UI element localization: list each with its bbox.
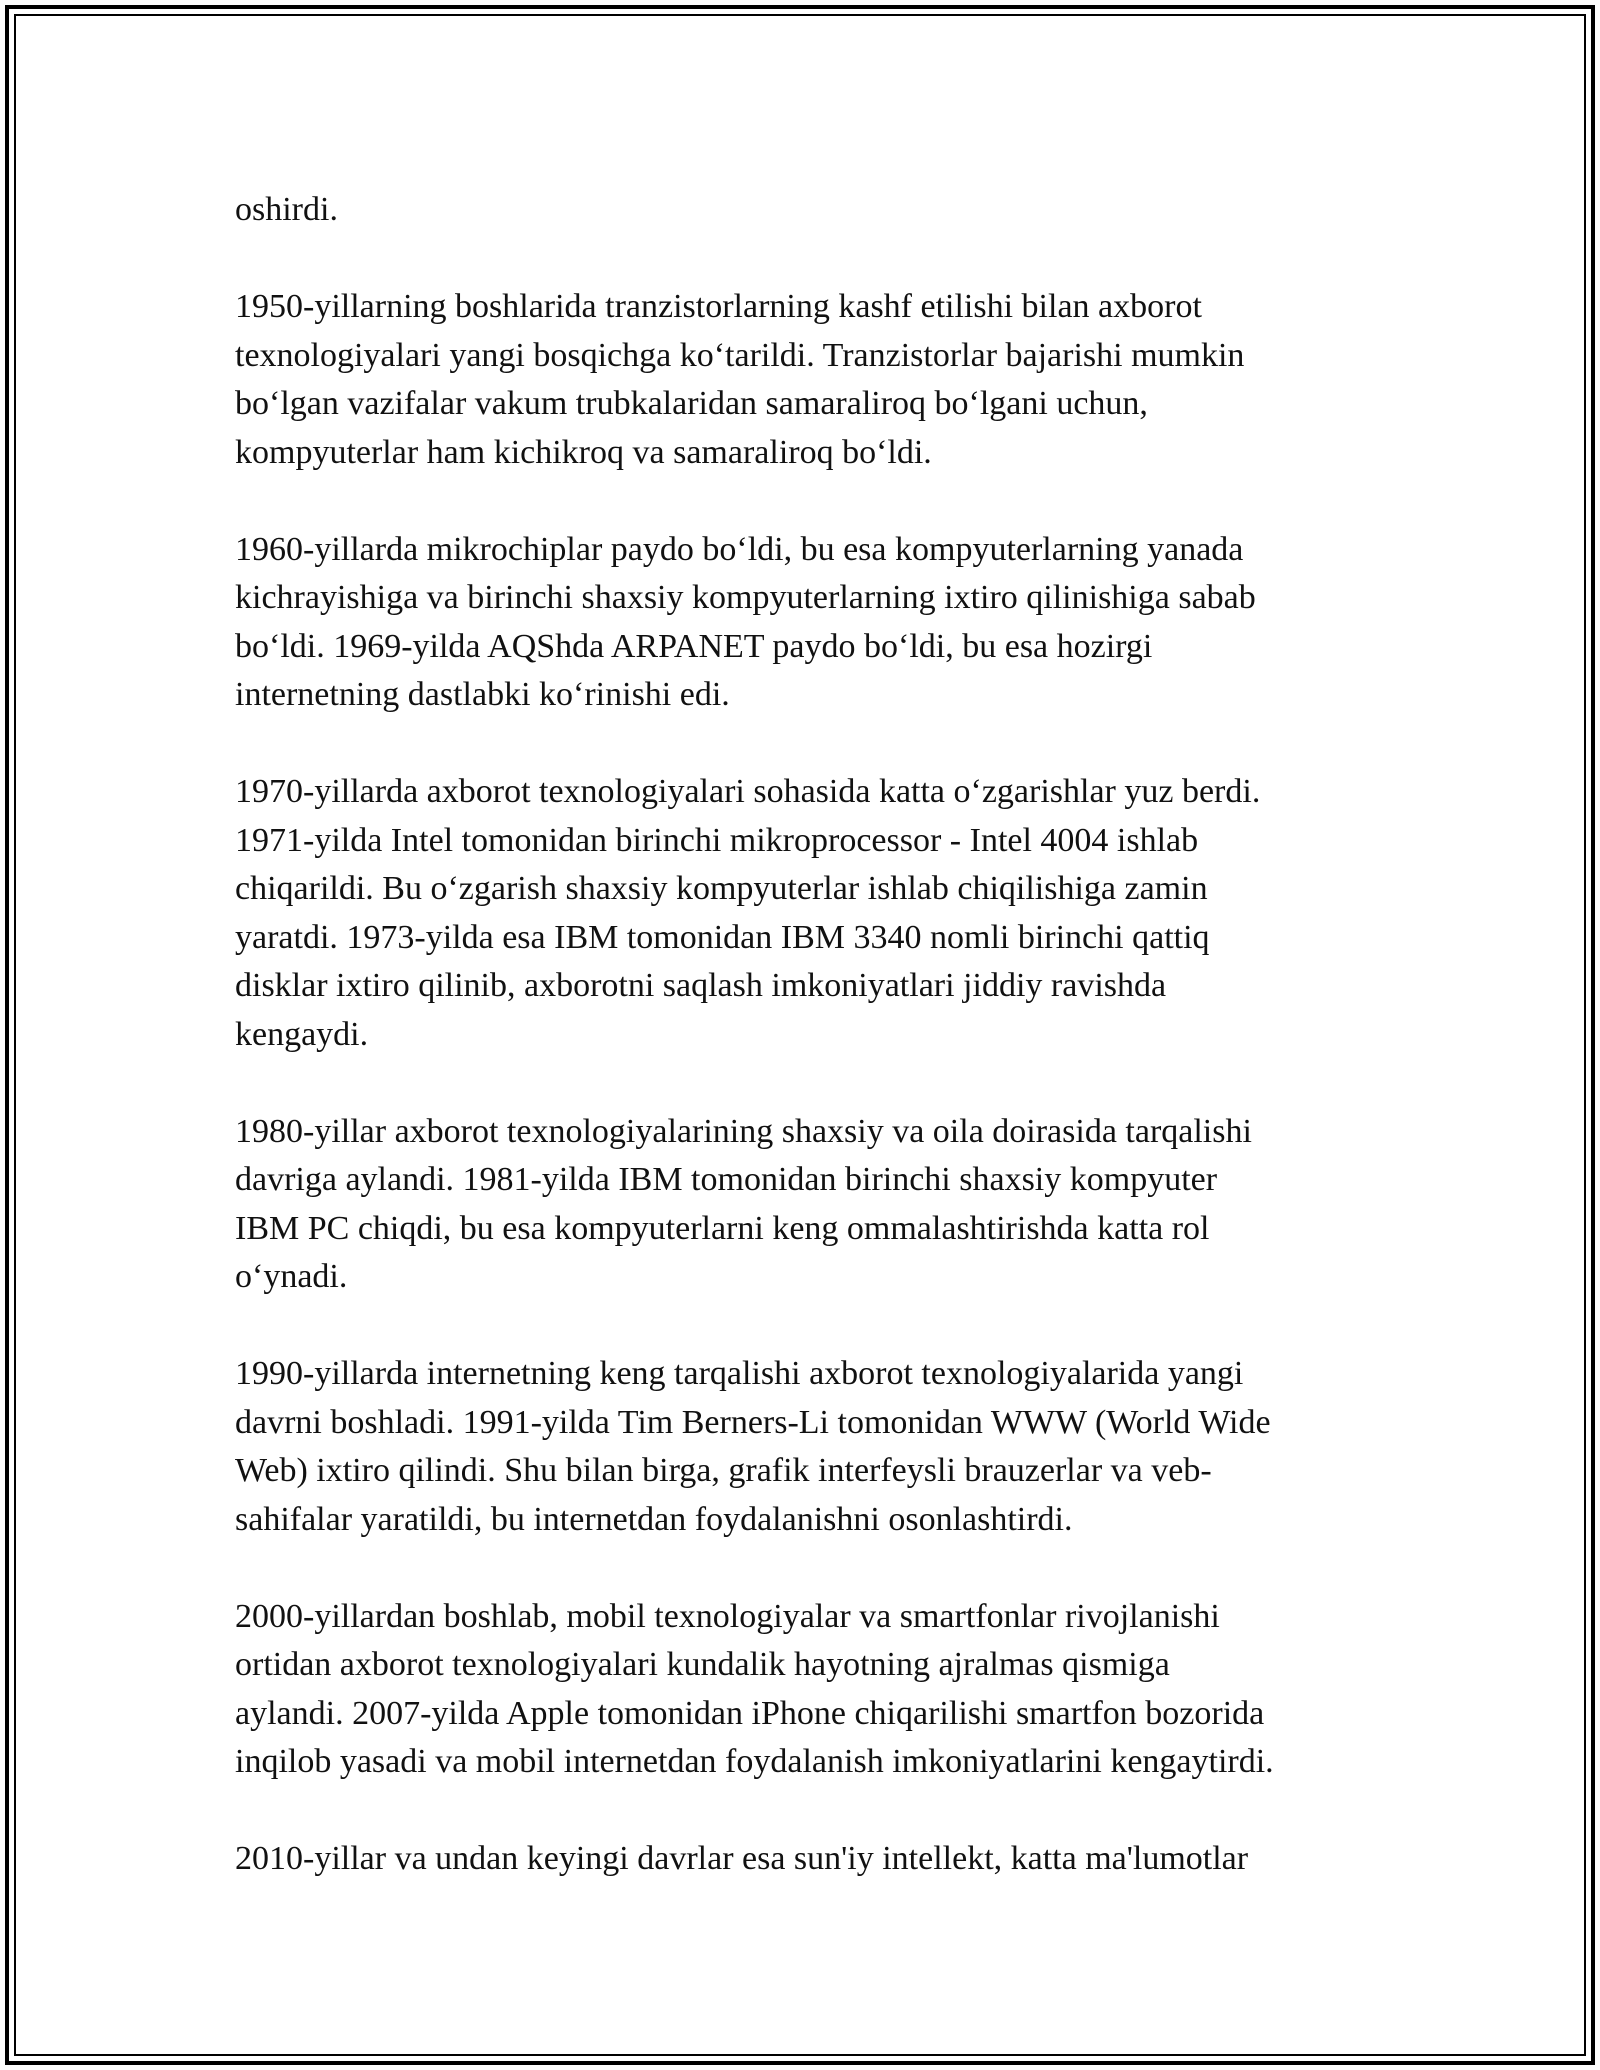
text-line: 1990-yillarda internetning keng tarqalishi axborot texnologiyalarida yangi	[235, 1355, 1244, 1392]
text-line: bo‘lgan vazifalar vakum trubkalaridan samaraliroq bo‘lgani uchun,	[235, 385, 1148, 422]
text-line: 1960-yillarda mikrochiplar paydo bo‘ldi, bu esa kompyuterlarning yanada	[235, 530, 1244, 568]
text-line: davrni boshladi. 1991-yilda Tim Berners-Li tomonidan WWW (World Wide	[235, 1403, 1271, 1441]
text-line: IBM PC chiqdi, bu esa kompyuterlarni keng ommalashtirishda katta rol	[235, 1209, 1210, 1247]
document-body	[235, 186, 1385, 1884]
text-line: Web) ixtiro qilindi. Shu bilan birga, grafik interfeysli brauzerlar va veb-	[235, 1452, 1212, 1489]
paragraph	[235, 768, 1385, 1059]
text-line: 1971-yilda Intel tomonidan birinchi mikroprocessor - Intel 4004 ishlab	[235, 821, 1199, 859]
text-line: aylandi. 2007-yilda Apple tomonidan iPhone chiqarilishi smartfon bozorida	[235, 1694, 1265, 1732]
text-line: internetning dastlabki ko‘rinishi edi.	[235, 676, 730, 713]
paragraph	[235, 186, 1385, 235]
paragraph	[235, 1350, 1385, 1544]
text-line: yaratdi. 1973-yilda esa IBM tomonidan IBM 3340 nomli birinchi qattiq	[235, 918, 1210, 956]
text-line: kompyuterlar ham kichikroq va samaraliroq bo‘ldi.	[235, 433, 932, 471]
text-line: o‘ynadi.	[235, 1258, 348, 1295]
text-line: sahifalar yaratildi, bu internetdan foydalanishni osonlashtirdi.	[235, 1500, 1073, 1538]
text-line: texnologiyalari yangi bosqichga ko‘tarildi. Tranzistorlar bajarishi mumkin	[235, 336, 1245, 374]
text-line: ortidan axborot texnologiyalari kundalik hayotning ajralmas qismiga	[235, 1646, 1170, 1683]
paragraph	[235, 526, 1385, 720]
text-line: oshirdi.	[235, 191, 338, 228]
text-line: kengaydi.	[235, 1015, 369, 1053]
paragraph	[235, 283, 1385, 477]
paragraph	[235, 1108, 1385, 1302]
text-line: 1950-yillarning boshlarida tranzistorlarning kashf etilishi bilan axborot	[235, 288, 1202, 325]
paragraph	[235, 1835, 1385, 1884]
text-line: 1970-yillarda axborot texnologiyalari sohasida katta o‘zgarishlar yuz berdi.	[235, 773, 1261, 810]
text-line: kichrayishiga va birinchi shaxsiy kompyuterlarning ixtiro qilinishiga sabab	[235, 579, 1256, 616]
text-line: chiqarildi. Bu o‘zgarish shaxsiy kompyuterlar ishlab chiqilishiga zamin	[235, 870, 1208, 907]
text-line: bo‘ldi. 1969-yilda AQShda ARPANET paydo bo‘ldi, bu esa hozirgi	[235, 627, 1153, 665]
text-line: inqilob yasadi va mobil internetdan foydalanish imkoniyatlarini kengaytirdi.	[235, 1743, 1274, 1780]
text-line: 2010-yillar va undan keyingi davrlar esa sun'iy intellekt, katta ma'lumotlar	[235, 1840, 1249, 1877]
text-line: davriga aylandi. 1981-yilda IBM tomonidan birinchi shaxsiy kompyuter	[235, 1161, 1218, 1198]
text-line: 2000-yillardan boshlab, mobil texnologiyalar va smartfonlar rivojlanishi	[235, 1597, 1220, 1635]
paragraph	[235, 1593, 1385, 1787]
text-line: 1980-yillar axborot texnologiyalarining shaxsiy va oila doirasida tarqalishi	[235, 1112, 1252, 1150]
text-line: disklar ixtiro qilinib, axborotni saqlash imkoniyatlari jiddiy ravishda	[235, 967, 1167, 1004]
